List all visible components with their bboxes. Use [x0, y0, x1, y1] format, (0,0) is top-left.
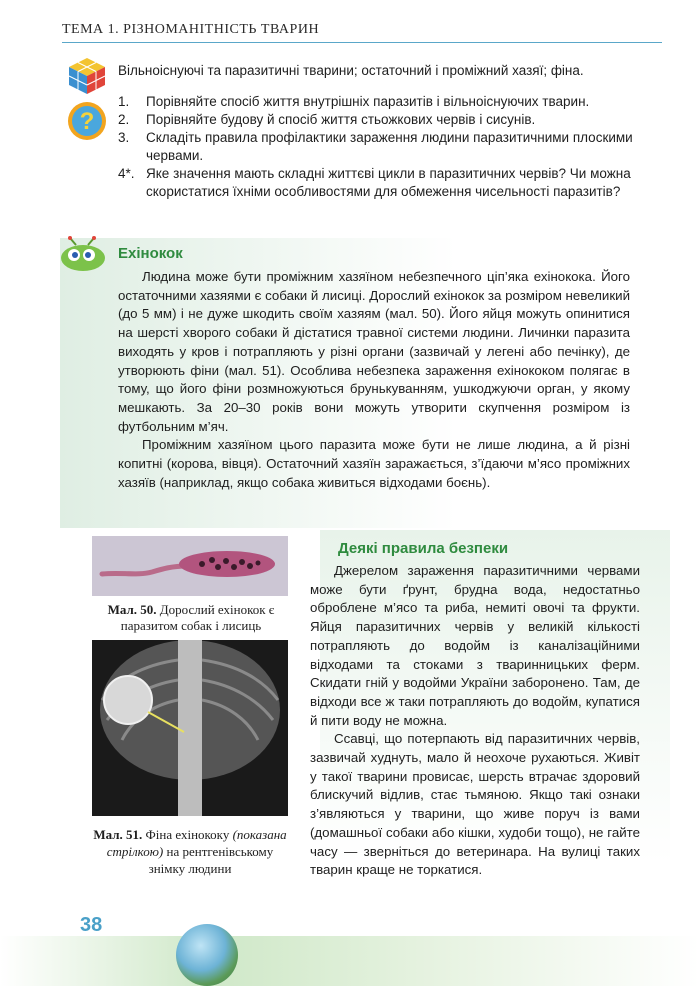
page-number: 38 [80, 914, 103, 936]
question-number: 4*. [118, 166, 135, 181]
question-text: Порівняйте спосіб життя внутрішніх паразитів і вільноіснуючих тварин. [146, 94, 590, 109]
figure-caption-text: Фіна ехінококу [145, 827, 230, 842]
review-questions [118, 93, 658, 201]
figure-caption [88, 602, 294, 634]
paragraph: Людина може бути проміжним хазяїном небезпечного ціп’яка ехінокока. Його остаточними хазяями є собаки й лисиці. Дорослий ехінокок за розміром невеликий (до 5 мм) і не дуже шкодить своїм хазяям (мал. 50). Його яйця можуть опинитися на шерсті хворого собаки й дістатися травної системи людини. Личинки паразита виходять у кров і потрапляють у різні органи (зазвичай у легені або печінку), де утворюють фіни (мал. 51). Особлива небезпека зараження ехінококом полягає в тому, що його фіни розмножуються брунькуванням, ушкоджуючи орган, у якому мешкають. За 20–30 років вони можуть утворити скупчення розміром із футбольним м’яч. [118, 269, 630, 434]
section-body [310, 562, 640, 880]
question-number: 2. [118, 112, 130, 127]
question-item [118, 129, 658, 165]
question-text: Порівняйте будову й спосіб життя стьожкових червів і сисунів. [146, 112, 536, 127]
globe-image [176, 924, 238, 986]
question-item [118, 165, 658, 201]
paragraph: Ссавці, що потерпають від паразитичних червів, зазвичай худнуть, мало й неохоче рухаються. Живіт у такої тварини провисає, шерсть втрачає здоровий блискучий відлив, стає тьмяною. Якщо такі ознаки з’являються у тварини, що живе поруч із вами (домашньої собаки або кішки, худоби тощо), не гайте часу — зверніться до ветеринара. На вулиці таких тварин краще не торкатися. [310, 731, 640, 878]
figure-label: Мал. 50. [107, 602, 157, 617]
keywords-line: Вільноіснуючі та паразитичні тварини; остаточний і проміжний хазяї; фіна. [118, 63, 584, 78]
section-title: Ехінокок [118, 245, 183, 262]
cube-icon [66, 56, 108, 96]
xray-photo [92, 640, 288, 816]
figure-caption-text: на рентгенівському знімку людини [148, 844, 274, 876]
section-title: Деякі правила безпеки [338, 540, 509, 557]
svg-text:?: ? [79, 108, 95, 135]
figure-caption [92, 826, 288, 877]
question-mark-icon [66, 100, 108, 142]
header-divider [62, 42, 662, 43]
paragraph: Джерелом зараження паразитичними червами може бути ґрунт, брудна вода, недостатньо оброблене м’ясо та риба, немиті овочі та фрукти. Яйця паразитичних червів у великій кількості потрапляють до водойм із каналізаційними відходами та стоками з тваринницьких ферм. Скидати гній у водойми України заборонено. Там, де відходи все ж таки потрапляють до водойм, купатися й пити воду не можна. [310, 563, 640, 728]
question-item [118, 111, 658, 129]
echinococcus-photo [92, 536, 288, 596]
question-text: Складіть правила профілактики зараження людини паразитичними плоскими червами. [146, 130, 633, 163]
paragraph: Проміжним хазяїном цього паразита може бути не лише людина, а й різні копитні (корова, вівця). Остаточний хазяїн заражається, з’їдаючи м’ясо проміжних хазяїв (наприклад, якщо собака живиться відходами боєнь). [118, 437, 630, 490]
figure-caption-text: Дорослий ехінокок є паразитом собак і лисиць [120, 602, 275, 633]
question-item [118, 93, 658, 111]
question-number: 3. [118, 130, 130, 145]
question-text: Яке значення мають складні життєві цикли в паразитичних червів? Чи можна скористатися їхніми особливостями для обмеження чисельності паразитів? [146, 166, 631, 199]
figure-caption-note: (показана стрілкою) [106, 827, 287, 859]
chapter-header: ТЕМА 1. РІЗНОМАНІТНІСТЬ ТВАРИН [62, 22, 320, 37]
question-number: 1. [118, 94, 130, 109]
footer-band [0, 936, 700, 986]
section-body [118, 268, 630, 492]
caterpillar-icon [56, 236, 110, 276]
figure-label: Мал. 51. [93, 827, 143, 842]
